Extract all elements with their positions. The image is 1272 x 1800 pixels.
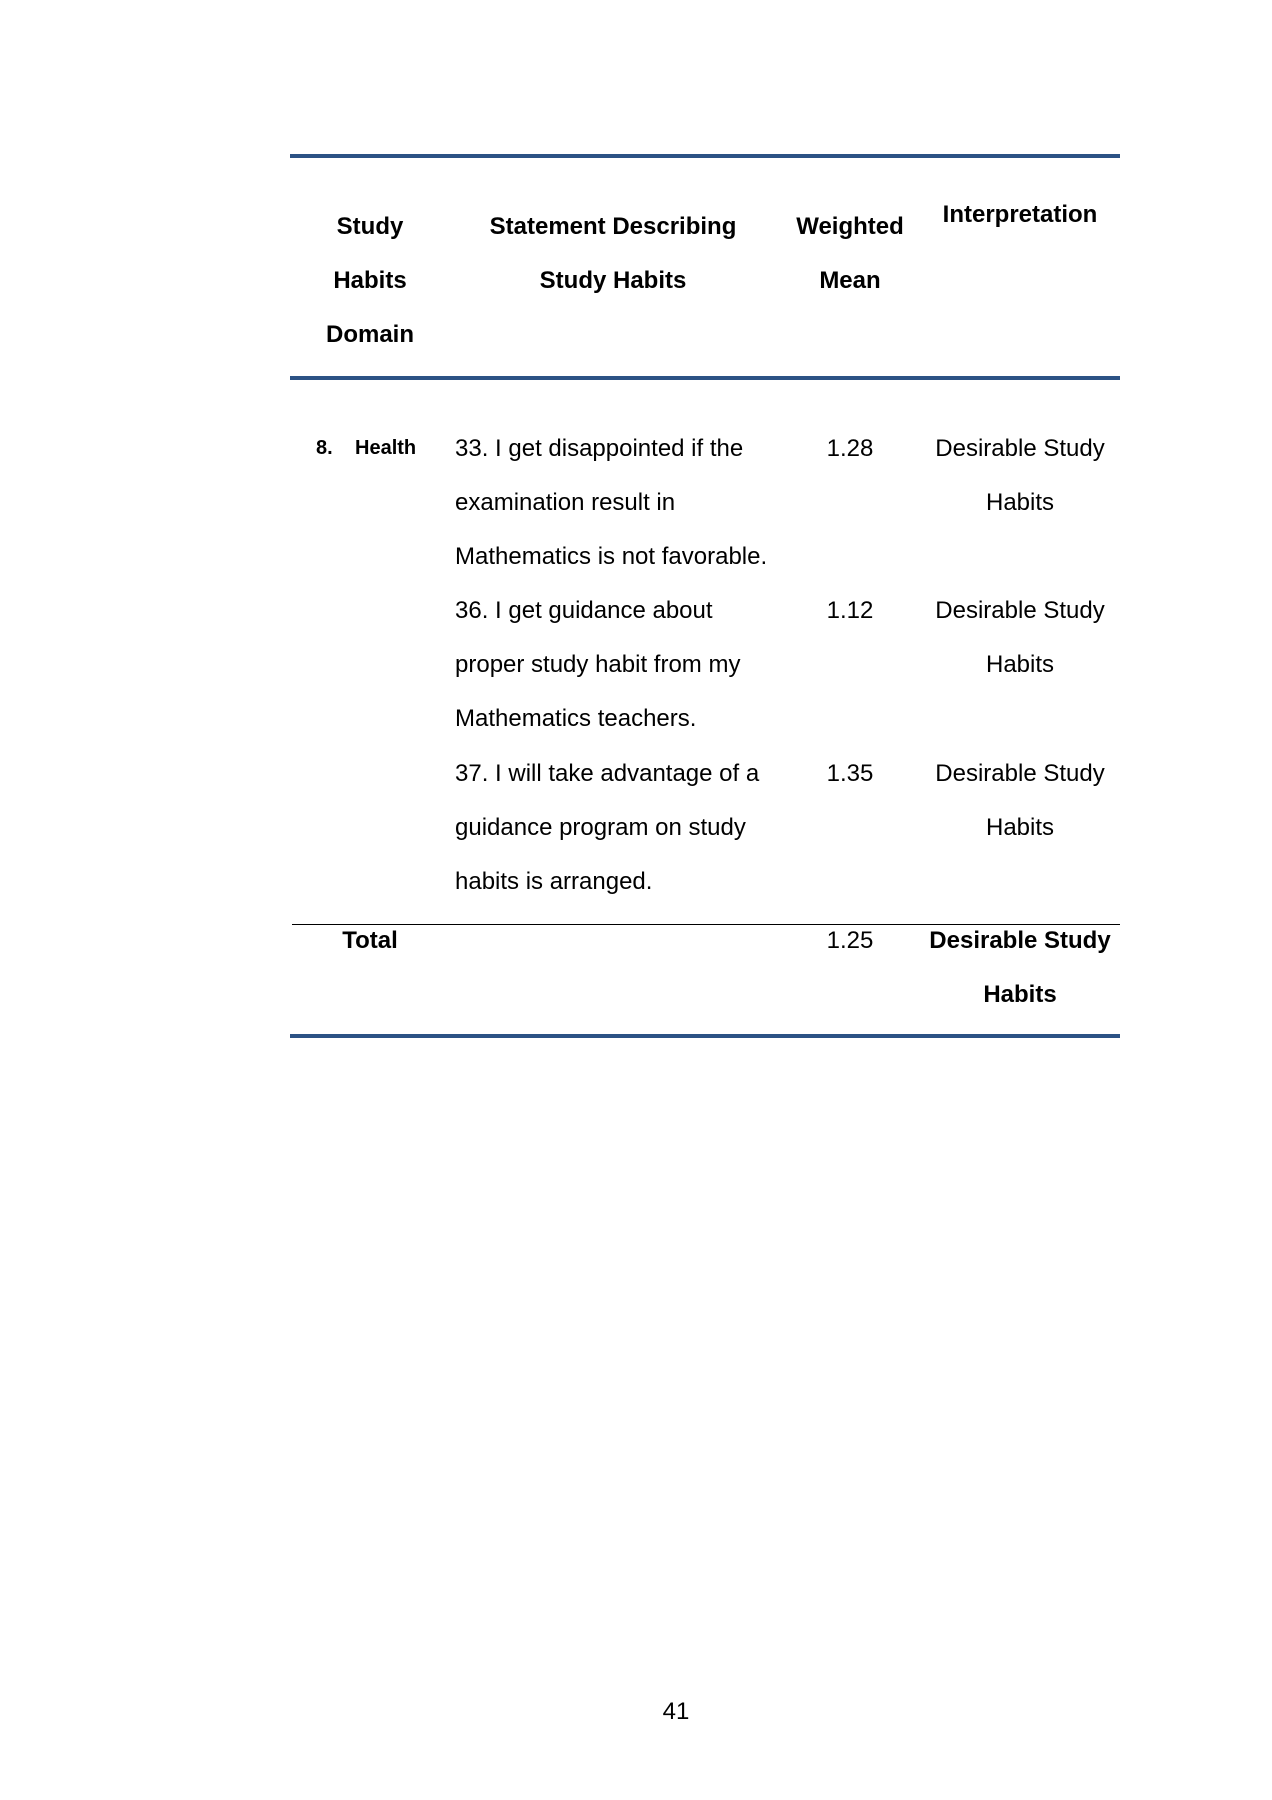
header-domain-line: Habits — [333, 267, 407, 294]
table-row-statement — [455, 584, 785, 746]
statement-line: 33. I get disappointed if the — [455, 435, 744, 462]
statement-line: proper study habit from my — [455, 651, 741, 678]
header-statement-line: Study Habits — [539, 267, 687, 294]
header-mean — [770, 200, 930, 308]
interpretation-line: Habits — [983, 981, 1057, 1008]
total-label: Total — [342, 927, 398, 954]
statement-line: Mathematics teachers. — [455, 705, 697, 732]
header-interpretation-line: Interpretation — [942, 201, 1098, 228]
total-mean: 1.25 — [826, 927, 874, 954]
table-row-statement — [455, 747, 785, 909]
header-bottom-rule — [290, 376, 1120, 380]
table-row-mean: 1.12 — [826, 597, 874, 624]
table-row-mean: 1.28 — [826, 435, 874, 462]
header-domain-line: Domain — [325, 321, 414, 348]
interpretation-line: Desirable Study — [935, 435, 1105, 462]
interpretation-line: Desirable Study — [935, 597, 1105, 624]
table-bottom-rule — [290, 1034, 1120, 1038]
domain-label: Health — [355, 437, 417, 459]
statement-line: examination result in — [455, 489, 676, 516]
header-domain-line: Study — [336, 213, 404, 240]
header-interpretation — [920, 188, 1120, 242]
interpretation-line: Habits — [985, 814, 1055, 841]
table-row-interpretation — [920, 747, 1120, 855]
table-row-statement — [455, 422, 785, 584]
statement-line: 36. I get guidance about — [455, 597, 713, 624]
interpretation-line: Desirable Study — [929, 927, 1111, 954]
total-interpretation — [920, 914, 1120, 1022]
header-mean-line: Weighted — [796, 213, 904, 240]
statement-line: 37. I will take advantage of a — [455, 760, 760, 787]
header-domain — [290, 200, 450, 362]
statement-line: habits is arranged. — [455, 868, 653, 895]
header-statement — [458, 200, 768, 308]
table-row-mean: 1.35 — [826, 760, 874, 787]
interpretation-line: Habits — [985, 651, 1055, 678]
interpretation-line: Habits — [985, 489, 1055, 516]
statement-line: guidance program on study — [455, 814, 746, 841]
page-number: 41 — [662, 1698, 690, 1725]
header-mean-line: Mean — [819, 267, 881, 294]
table-row-interpretation — [920, 422, 1120, 530]
statement-line: Mathematics is not favorable. — [455, 543, 768, 570]
header-statement-line: Statement Describing — [489, 213, 737, 240]
interpretation-line: Desirable Study — [935, 760, 1105, 787]
table-row-interpretation — [920, 584, 1120, 692]
table-top-rule — [290, 154, 1120, 158]
domain-number: 8. — [316, 437, 333, 459]
